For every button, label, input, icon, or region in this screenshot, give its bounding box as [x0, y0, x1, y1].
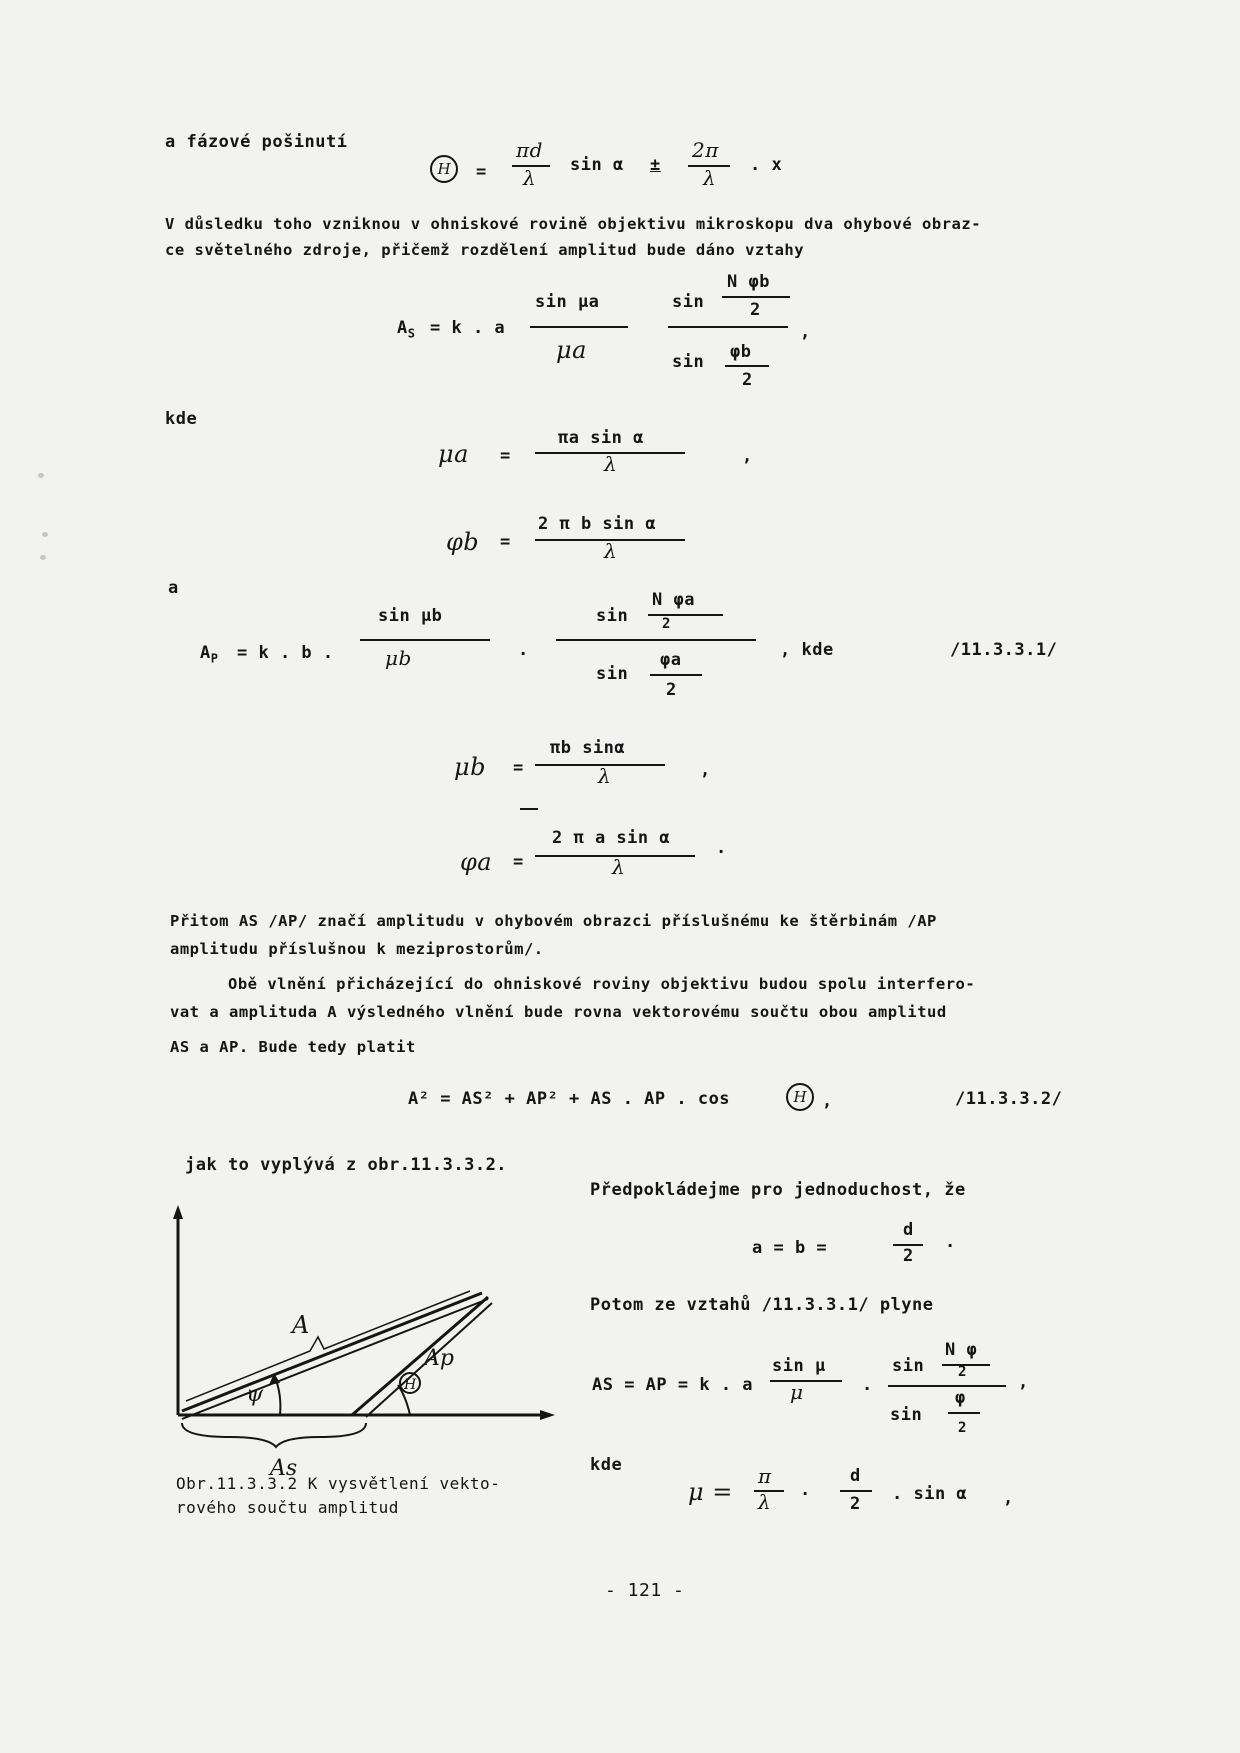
figure-caption-line2: rového součtu amplitud — [176, 1498, 399, 1517]
eq-phi-b-num: 2 π b sin α — [538, 514, 657, 534]
punch-hole — [38, 473, 44, 478]
eq-ap-f1-bar — [360, 639, 490, 641]
eq-final-f2-num-top: N φ — [945, 1340, 978, 1360]
eq-final-lhs: AS = AP = k . a — [592, 1375, 754, 1395]
eq-mu-b-den: λ — [598, 764, 612, 788]
stray-mark — [520, 808, 538, 810]
para3-line2: vat a amplituda A výsledného vlnění bude rovna vektorovému součtu obou amplitud — [170, 1003, 947, 1021]
page-number: - 121 - — [605, 1580, 685, 1601]
eq-mu-a-eq: = — [500, 446, 511, 466]
punch-hole — [40, 555, 46, 560]
kde-label-1: kde — [165, 409, 198, 429]
eq-mu-a-tail: , — [742, 446, 753, 466]
eq-ap-f2-num-top: N φa — [652, 590, 695, 610]
eq-ap-f2-num-bar — [648, 614, 723, 616]
eq-ap-f1-num: sin μb — [378, 606, 443, 626]
eq-sum-number: /11.3.3.2/ — [955, 1089, 1063, 1109]
eq-final-f2-den-left: sin — [890, 1405, 923, 1425]
para1-line2: ce světelného zdroje, přičemž rozdělení amplitud bude dáno vztahy — [165, 241, 805, 259]
eq-mu-comma: , — [1003, 1488, 1014, 1508]
eq-phi-a-lhs: φa — [460, 848, 493, 876]
eq-final-dot: . — [862, 1375, 873, 1395]
eq-mu-f2-bar — [840, 1490, 872, 1492]
eq-final-f2-den-top: φ — [955, 1388, 966, 1408]
eq-final-f2-num-bot: 2 — [958, 1364, 967, 1380]
para3-line3: AS a AP. Bude tedy platit — [170, 1038, 416, 1056]
eq-mu-tail: . sin α — [892, 1484, 968, 1504]
assumption-line: Předpokládejme pro jednoduchost, že — [590, 1180, 966, 1200]
eq-as-f2-den-top: φb — [730, 342, 752, 362]
kde-label-2: kde — [590, 1455, 623, 1475]
eq-ap-dot: . — [518, 640, 529, 660]
eq-as-f1-den: μa — [556, 336, 587, 364]
eq-phi-b-eq: = — [500, 532, 511, 552]
eq-mu-b-lhs: μb — [454, 753, 486, 781]
eq-sum-symbol: H — [786, 1083, 814, 1111]
eq-mu-dot: . — [800, 1480, 811, 1500]
label-h: H — [404, 1377, 417, 1393]
figure-caption-line1: Obr.11.3.3.2 K vysvětlení vekto- — [176, 1474, 501, 1493]
eq-final-f2-den-bot: 2 — [958, 1420, 967, 1436]
eq-final-f1-bar — [770, 1380, 842, 1382]
eq-final-f1-den: μ — [790, 1380, 804, 1404]
eq-ap-lhs: $A_P$ — [200, 643, 219, 666]
eq-as-mid: = k . a — [430, 318, 506, 338]
phase-symbol: H — [430, 155, 458, 183]
eq-phase-den1: λ — [523, 166, 537, 190]
eq-phi-a-den: λ — [612, 855, 626, 879]
eq-final-f2-num-left: sin — [892, 1356, 925, 1376]
eq-ap-f2-num-left: sin — [596, 606, 629, 626]
eq-sum-tail: , — [822, 1091, 833, 1111]
eq-ap-f2-den-bar — [650, 674, 702, 676]
para2-line2: amplitudu příslušnou k meziprostorům/. — [170, 940, 544, 958]
eq-ab-den: 2 — [903, 1246, 914, 1266]
consequence-line: Potom ze vztahů /11.3.3.1/ plyne — [590, 1295, 934, 1315]
eq-as-f2-num-top: N φb — [727, 272, 770, 292]
eq-mu-lhs: μ = — [688, 1478, 733, 1506]
eq-ab: a = b = — [752, 1238, 828, 1258]
figure-ref-line: jak to vyplývá z obr.11.3.3.2. — [185, 1155, 508, 1175]
eq-phi-b-lhs: φb — [446, 528, 480, 556]
eq-as-f2-den-bot: 2 — [742, 370, 753, 390]
eq-ap-tail: , kde — [780, 640, 834, 660]
as-brace — [182, 1423, 366, 1447]
eq-final-tail: , — [1018, 1372, 1029, 1392]
eq-phi-a-tail: . — [716, 838, 727, 858]
eq-phi-b-den: λ — [604, 539, 618, 563]
eq-as-f2-num-bot: 2 — [750, 300, 761, 320]
eq-ap-number: /11.3.3.1/ — [950, 640, 1058, 660]
eq-as-f1-bar — [530, 326, 628, 328]
eq-ap-f2-num-bot: 2 — [662, 616, 671, 632]
y-axis-arrow-icon — [173, 1205, 183, 1219]
punch-hole — [42, 532, 48, 537]
para1-line1: V důsledku toho vzniknou v ohniskové rovině objektivu mikroskopu dva ohybové obraz- — [165, 215, 982, 233]
eq-ap-f2-den-bot: 2 — [666, 680, 677, 700]
eq-as-f2-bar — [668, 326, 788, 328]
eq-as-f2-num-bar — [722, 296, 790, 298]
eq-phase-pm: ± — [650, 155, 661, 175]
eq-ap-f2-bar — [556, 639, 756, 641]
eq-mu-f2-den: 2 — [850, 1494, 861, 1514]
eq-ap-f1-den: μb — [385, 646, 412, 670]
eq-phi-a-eq: = — [513, 852, 524, 872]
para3-line1: Obě vlnění přicházející do ohniskové roviny objektivu budou spolu interfero- — [228, 975, 976, 993]
eq-as-tail: , — [800, 322, 811, 342]
label-psi: ψ — [246, 1382, 264, 1407]
label-a: A — [292, 1311, 310, 1339]
label-ap: Ap — [424, 1346, 454, 1371]
eq-final-f2-bar — [888, 1385, 1006, 1387]
eq-mu-f1-den: λ — [758, 1490, 772, 1514]
intro-text: a fázové pošinutí — [165, 132, 348, 152]
eq-phi-a-num: 2 π a sin α — [552, 828, 671, 848]
x-axis-arrow-icon — [540, 1410, 555, 1420]
eq-phase-num1: πd — [516, 138, 543, 162]
eq-ap-f2-den-left: sin — [596, 664, 629, 684]
eq-ab-tail: . — [945, 1232, 956, 1252]
eq-mu-a-num: πa sin α — [558, 428, 644, 448]
eq-mu-b-num: πb sinα — [550, 738, 626, 758]
eq-phase-tail: . x — [750, 155, 783, 175]
eq-final-f1-num: sin μ — [772, 1356, 826, 1376]
eq-as-f2-den-bar — [725, 365, 769, 367]
eq-as-f2-num-left: sin — [672, 292, 705, 312]
eq-sum-text: A² = AS² + AP² + AS . AP . cos — [408, 1089, 731, 1109]
eq-phase-mid: sin α — [570, 155, 624, 175]
eq-final-f2-den-bar — [948, 1412, 980, 1414]
eq-mu-b-eq: = — [513, 758, 524, 778]
eq-mu-f2-num: d — [850, 1466, 861, 1486]
conjunction-a: a — [168, 578, 179, 598]
label-as: As — [270, 1456, 298, 1481]
eq-ap-f2-den-top: φa — [660, 650, 682, 670]
vector-ap — [352, 1297, 488, 1415]
eq-phase-equals: = — [476, 162, 487, 182]
eq-as-f2-den-left: sin — [672, 352, 705, 372]
eq-as-lhs: $A_S$ — [397, 318, 416, 341]
eq-ab-num: d — [903, 1220, 914, 1240]
para2-line1: Přitom AS /AP/ značí amplitudu v ohybovém obrazci příslušnému ke štěrbinám /AP — [170, 912, 937, 930]
eq-phase-num2: 2π — [692, 138, 719, 162]
eq-phase-den2: λ — [703, 166, 717, 190]
eq-ap-mid: = k . b . — [237, 643, 334, 663]
vector-diagram — [170, 1205, 560, 1485]
eq-mu-a-den: λ — [604, 452, 618, 476]
eq-as-f1-num: sin μa — [535, 292, 600, 312]
eq-mu-a-lhs: μa — [438, 440, 469, 468]
eq-mu-b-tail: , — [700, 760, 711, 780]
eq-mu-f1-num: π — [758, 1464, 772, 1488]
